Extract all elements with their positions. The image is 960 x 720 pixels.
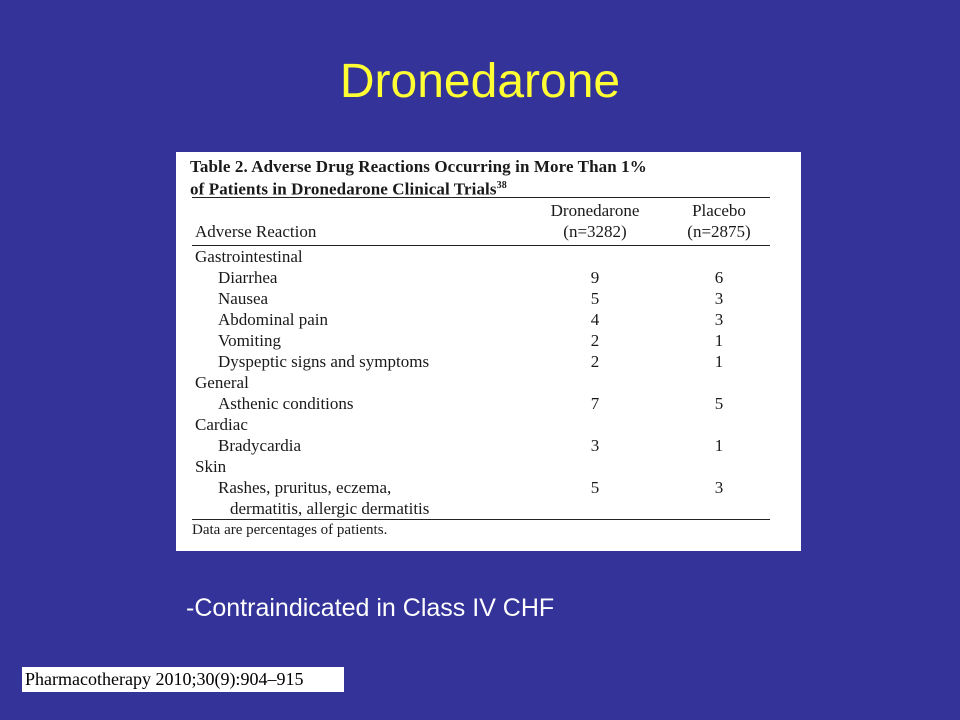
placebo-value	[668, 414, 770, 435]
dronedarone-value: 2	[590, 352, 600, 371]
table-header-row	[192, 198, 770, 246]
row-label: Dyspeptic signs and symptoms	[218, 352, 430, 371]
header-dronedarone-name: Dronedarone	[550, 201, 640, 220]
placebo-value: 1	[714, 352, 724, 371]
header-dronedarone	[522, 198, 668, 246]
placebo-value: 3	[714, 478, 724, 497]
table-row	[192, 456, 770, 477]
table-caption	[190, 157, 763, 197]
dronedarone-value: 9	[590, 268, 600, 287]
table-row	[192, 498, 770, 520]
table-row	[192, 414, 770, 435]
table-figure	[176, 152, 801, 551]
table-row	[192, 309, 770, 330]
header-placebo-n: (n=2875)	[687, 222, 751, 241]
contraindication-note: -Contraindicated in Class IV CHF	[186, 594, 555, 622]
row-label: Asthenic conditions	[218, 394, 354, 413]
table-row	[192, 246, 770, 268]
adverse-reaction-table	[192, 197, 770, 520]
journal-citation: Pharmacotherapy 2010;30(9):904–915	[22, 667, 344, 692]
row-label: dermatitis, allergic dermatitis	[230, 499, 430, 518]
caption-reference: 38	[496, 180, 507, 191]
placebo-value: 1	[714, 436, 724, 455]
row-label: Nausea	[218, 289, 269, 308]
dronedarone-value	[522, 456, 668, 477]
header-placebo	[668, 198, 770, 246]
dronedarone-value	[522, 372, 668, 393]
table-row	[192, 477, 770, 498]
dronedarone-value: 4	[590, 310, 600, 329]
dronedarone-value	[522, 246, 668, 268]
dronedarone-value	[522, 498, 668, 520]
table-row	[192, 372, 770, 393]
row-label: Skin	[195, 457, 227, 476]
row-label: Rashes, pruritus, eczema,	[218, 478, 392, 497]
placebo-value	[668, 498, 770, 520]
placebo-value	[668, 456, 770, 477]
placebo-value: 1	[714, 331, 724, 350]
placebo-value: 3	[714, 289, 724, 308]
header-adverse-reaction: Adverse Reaction	[195, 222, 317, 241]
row-label: General	[195, 373, 249, 392]
table-row	[192, 351, 770, 372]
placebo-value: 5	[714, 394, 724, 413]
dronedarone-value: 5	[590, 478, 600, 497]
placebo-value: 3	[714, 310, 724, 329]
table-row	[192, 330, 770, 351]
row-label: Diarrhea	[218, 268, 278, 287]
placebo-value	[668, 372, 770, 393]
dronedarone-value: 7	[590, 394, 600, 413]
row-label: Vomiting	[218, 331, 281, 350]
placebo-value	[668, 246, 770, 268]
header-dronedarone-n: (n=3282)	[563, 222, 627, 241]
row-label: Bradycardia	[218, 436, 302, 455]
header-placebo-name: Placebo	[692, 201, 746, 220]
caption-line-1: Table 2. Adverse Drug Reactions Occurring in More Than 1%	[190, 157, 647, 176]
caption-line-2-text: of Patients in Dronedarone Clinical Trials	[190, 179, 497, 199]
dronedarone-value: 2	[590, 331, 600, 350]
table-row	[192, 267, 770, 288]
table-row	[192, 288, 770, 309]
table-row	[192, 435, 770, 456]
row-label: Cardiac	[195, 415, 248, 434]
caption-line-2	[190, 176, 763, 199]
row-label: Abdominal pain	[218, 310, 329, 329]
slide-title: Dronedarone	[339, 55, 621, 108]
table-footnote: Data are percentages of patients.	[192, 522, 388, 538]
dronedarone-value: 3	[590, 436, 600, 455]
dronedarone-value: 5	[590, 289, 600, 308]
table-row	[192, 393, 770, 414]
dronedarone-value	[522, 414, 668, 435]
placebo-value: 6	[714, 268, 724, 287]
row-label: Gastrointestinal	[195, 247, 303, 266]
